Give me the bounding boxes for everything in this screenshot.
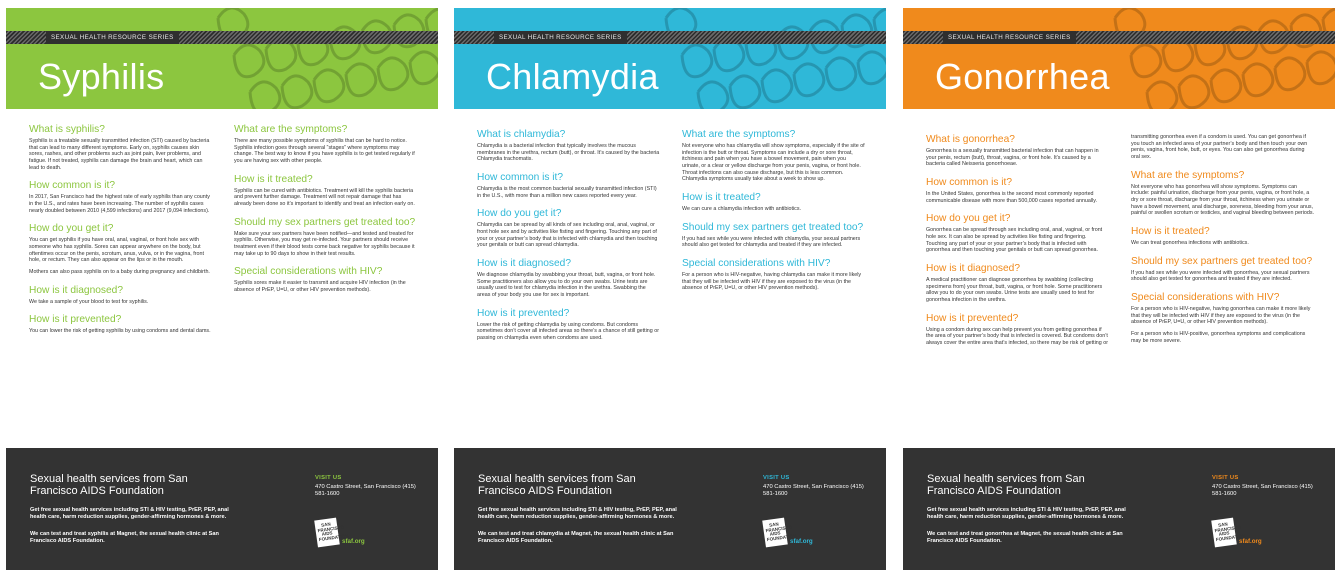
section-paragraph: Syphilis can be cured with antibiotics. Treatment will kill the syphilis bacteria and prevent further damage. Treatment will not repair damage that has already been done so it’s important to identify and treat an infection early on. (234, 187, 415, 207)
footer-services: Get free sexual health services including STI & HIV testing, PrEP, PEP, anal health care, harm reduction supplies, gender-affirming hormones & more. (927, 507, 1126, 520)
website-link[interactable]: sfaf.org (790, 538, 813, 545)
section-paragraph: Lower the risk of getting chlamydia by using condoms. But condoms sometimes don’t cover all infected areas so there’s a chance of still getting or passing on chlamydia even when condoms are used. (477, 321, 659, 341)
section-heading: Should my sex partners get treated too? (234, 216, 416, 228)
series-strip (903, 31, 1335, 44)
section-heading: How is it diagnosed? (926, 262, 1021, 274)
series-strip (454, 31, 886, 44)
series-label: SEXUAL HEALTH RESOURCE SERIES (46, 31, 179, 44)
column-right (1131, 134, 1314, 353)
content-body (477, 129, 870, 454)
section-heading: How is it treated? (682, 191, 761, 203)
section-heading: What are the symptoms? (234, 124, 348, 135)
section-paragraph: Gonorrhea is a sexually transmitted bacterial infection that can happen in your penis, rectum (butt), throat, vagina, or front hole. It’s caused by a bacteria called Neisseria gonorrhoeae. (926, 148, 1099, 168)
section-paragraph: Syphilis sores make it easier to transmit and acquire HIV infection (in the absence of PrEP, U=U, or other HIV prevention methods). (234, 280, 406, 293)
address: 470 Castro Street, San Francisco (415) 581-1600 (763, 484, 864, 497)
page-title: Chlamydia (486, 56, 659, 97)
sfaf-logo (314, 518, 349, 548)
section-paragraph: There are many possible symptoms of syphilis that can be hard to notice. Syphilis infection goes through several “stages” where symptoms may change. The best way to know if you have syphilis is to get tested regularly if you are having sex with other people. (234, 138, 415, 164)
section-paragraph: Mothers can also pass syphilis on to a baby during pregnancy and childbirth. (29, 268, 210, 275)
page-title: Gonorrhea (935, 56, 1110, 97)
column-left (477, 129, 660, 351)
website-link[interactable]: sfaf.org (1239, 538, 1262, 545)
series-label: SEXUAL HEALTH RESOURCE SERIES (943, 31, 1076, 44)
section-paragraph: Syphilis is a treatable sexually transmitted infection (STI) caused by bacteria that can lead to many different symptoms. Early on, syphilis causes skin sores, rashes, and other problems such as joint pain, liver problems, and fatigue. If not treated, syphilis can damage the brain and heart, which can lead to death. (29, 138, 210, 171)
section-paragraph: For a person who is HIV-negative, having gonorrhea can make it more likely that they will be infected with HIV if they are exposed to the virus (in the absence of PrEP, U=U, or other HIV prevention methods). (1131, 305, 1311, 326)
section-heading: How is it diagnosed? (477, 257, 572, 269)
section-paragraph: Chlamydia is the most common bacterial sexually transmitted infection (STI) in the U.S., with more than a million new cases reported every year. (477, 185, 657, 199)
logo-text: SAN FRANCISCO AIDS FOUNDATION (317, 521, 349, 542)
footer-services: Get free sexual health services including STI & HIV testing, PrEP, PEP, anal health care, harm reduction supplies, gender-affirming hormones & more. (478, 507, 677, 520)
section-paragraph: In the United States, gonorrhea is the second most commonly reported communicable disease with more than 500,000 cases reported annually. (926, 190, 1097, 204)
section-heading: How common is it? (926, 176, 1013, 188)
section-heading: Special considerations with HIV? (682, 257, 831, 269)
flyer-panel-syphilis (6, 8, 438, 570)
visit-us-label: VISIT US (315, 475, 342, 481)
footer-title: Sexual health services from San Francisco AIDS Foundation (478, 473, 636, 497)
section-heading: How common is it? (29, 180, 116, 192)
section-paragraph: Not everyone who has chlamydia will show symptoms, especially if the site of infection is the butt or throat. Symptoms can include a dry or sore throat, itchiness and pain when you have a bowel movement, pain when you urinate, or a clear or yellow discharge from your penis, vagina, or front hole. Throat infections can also cause discharge, but this is less common. Chlamydia symptoms usually take about a week to show up. (682, 143, 865, 183)
series-strip (6, 31, 438, 44)
footer-title: Sexual health services from San Francisco AIDS Foundation (927, 473, 1085, 497)
section-heading: Should my sex partners get treated too? (1131, 255, 1313, 267)
hero-texture-graphic (1095, 8, 1335, 109)
section-paragraph: We can cure a chlamydia infection with antibiotics. (682, 205, 802, 212)
section-heading: How is it treated? (234, 173, 313, 185)
footer-clinic-note: We can test and treat chlamydia at Magnet, the sexual health clinic at San Francisco AIDS Foundation. (478, 531, 674, 544)
section-heading: What is syphilis? (29, 124, 105, 135)
hero-banner (454, 8, 886, 109)
section-paragraph: In 2017, San Francisco had the highest rate of early syphilis than any county in the U.S., and rates have been increasing. The number of syphilis cases nearly doubled between 2010 (4,599 infections) and 2017 (9,094 infections). (29, 194, 210, 214)
section-heading: What are the symptoms? (1131, 169, 1245, 181)
section-paragraph: Make sure your sex partners have been notified—and tested and treated for syphilis. Otherwise, you may get re-infected. Your partners should receive treatment even if their blood tests come back negative for syphilis because it may take up to 90 days to show in their test results. (234, 230, 415, 257)
section-paragraph: Not everyone who has gonorrhea will show symptoms. Symptoms can include: painful urination, discharge from your penis, vagina, or front hole, a dry or sore throat, discharge from your throat, itchiness when you urinate or have a bowel movement, anal discharge, soreness, bleeding from your anus, painful or swollen scrotum or testicles, and vaginal bleeding between periods. (1131, 183, 1314, 217)
content-body (926, 134, 1319, 459)
section-heading: How is it prevented? (29, 314, 122, 326)
section-paragraph: We can treat gonorrhea infections with antibiotics. (1131, 239, 1249, 246)
flyer-panel-chlamydia (454, 8, 886, 570)
sfaf-logo (1211, 518, 1246, 548)
hero-banner (6, 8, 438, 109)
hero-texture-graphic (646, 8, 886, 109)
section-heading: How is it treated? (1131, 225, 1210, 237)
column-right (682, 129, 865, 301)
hero-texture-graphic (198, 8, 438, 109)
section-heading: How do you get it? (926, 213, 1011, 225)
flyer-panel-gonorrhea (903, 8, 1335, 570)
section-heading: How is it diagnosed? (29, 284, 124, 296)
visit-us-label: VISIT US (1212, 475, 1239, 481)
section-paragraph: You can get syphilis if you have oral, anal, vaginal, or front hole sex with someone who has syphilis. Sores can appear anywhere on the body, but oftentimes occur on the penis, scrotum, anus, vulva, or in the vagina, front hole, or rectum. They can also appear on the lips or in the mouth. (29, 237, 204, 264)
section-paragraph: If you had sex while you were infected with chlamydia, your sexual partners should also get tested for chlamydia and treated if they are infected. (682, 235, 861, 249)
series-label: SEXUAL HEALTH RESOURCE SERIES (494, 31, 627, 44)
section-heading: What is chlamydia? (477, 129, 566, 140)
section-heading: Special considerations with HIV? (1131, 291, 1280, 303)
section-heading: How common is it? (477, 171, 564, 183)
section-paragraph: We diagnose chlamydia by swabbing your throat, butt, vagina, or front hole. Some practitioners also allow you to do your own swabs. Urine tests are usually used to test for chlamydia infection in the urethra. Swabbing the areas of your body you use for sex is important. (477, 271, 656, 298)
footer-title: Sexual health services from San Francisco AIDS Foundation (30, 473, 188, 497)
section-paragraph: transmitting gonorrhea even if a condom is used. You can get gonorrhea if you touch an infected area of your partner’s body and then touch your own penis, vagina, front hole, butt, or eyes. You can also get gonorrhea during oral sex. (1131, 134, 1308, 160)
column-right (234, 124, 417, 303)
section-heading: How do you get it? (29, 223, 114, 235)
logo-text: SAN FRANCISCO AIDS FOUNDATION (1214, 521, 1246, 542)
page-title: Syphilis (38, 56, 165, 97)
footer (454, 448, 886, 570)
section-paragraph: Using a condom during sex can help prevent you from getting gonorrhea if the area of your partner’s body that is infected is covered. But condoms don’t always cover the entire area that’s infected, so there may be risk of getting or (926, 326, 1108, 346)
section-paragraph: You can lower the risk of getting syphilis by using condoms and dental dams. (29, 328, 211, 335)
section-heading: How is it prevented? (926, 312, 1019, 324)
footer-clinic-note: We can test and treat gonorrhea at Magnet, the sexual health clinic at San Francisco AIDS Foundation. (927, 531, 1123, 544)
website-link[interactable]: sfaf.org (342, 538, 365, 545)
footer-services: Get free sexual health services including STI & HIV testing, PrEP, PEP, anal health care, harm reduction supplies, gender-affirming hormones & more. (30, 507, 229, 520)
section-paragraph: We take a sample of your blood to test for syphilis. (29, 298, 149, 305)
address: 470 Castro Street, San Francisco (415) 581-1600 (1212, 484, 1313, 497)
section-paragraph: For a person who is HIV-negative, having chlamydia can make it more likely that they will be infected with HIV if they are exposed to the virus (in the absence of PrEP, U=U, or other HIV prevention methods). (682, 271, 862, 292)
section-heading: How is it prevented? (477, 307, 570, 319)
section-paragraph: Chlamydia can be spread by all kinds of sex including oral, anal, vaginal, or front hole sex and by activities like fisting and fingering. Touching any part of your or your partner’s body that is infected with chlamydia and then touching your genitals or butt can spread chlamydia. (477, 222, 658, 249)
section-heading: Should my sex partners get treated too? (682, 221, 864, 233)
logo-text: SAN FRANCISCO AIDS FOUNDATION (765, 521, 797, 542)
section-heading: How do you get it? (477, 208, 562, 220)
footer (903, 448, 1335, 570)
section-paragraph: Chlamydia is a bacterial infection that typically involves the mucous membranes in the urethra, rectum (butt), or throat. It’s caused by the bacteria Chlamydia trachomatis. (477, 143, 660, 163)
section-heading: What are the symptoms? (682, 129, 796, 140)
section-paragraph: For a person who is HIV-positive, gonorrhea symptoms and complications may be more severe. (1131, 330, 1306, 344)
visit-us-label: VISIT US (763, 475, 790, 481)
column-left (926, 134, 1109, 356)
sfaf-logo (762, 518, 797, 548)
footer-clinic-note: We can test and treat syphilis at Magnet, the sexual health clinic at San Francisco AIDS Foundation. (30, 531, 219, 544)
section-paragraph: A medical practitioner can diagnose gonorrhea by swabbing (collecting specimens from) your throat, butt, vagina, or front hole. Some practitioners allow you to do your own swabs. Urine tests are usually used to test for gonorrhea infection in the urethra. (926, 276, 1103, 303)
section-heading: What is gonorrhea? (926, 134, 1015, 145)
address: 470 Castro Street, San Francisco (415) 581-1600 (315, 484, 416, 497)
section-heading: Special considerations with HIV? (234, 266, 383, 278)
footer (6, 448, 438, 570)
column-left (29, 124, 212, 344)
section-paragraph: If you had sex while you were infected with gonorrhea, your sexual partners should also get tested for gonorrhea and treated if they are infected. (1131, 269, 1310, 283)
hero-banner (903, 8, 1335, 109)
content-body (29, 124, 422, 449)
section-paragraph: Gonorrhea can be spread through sex including oral, anal, vaginal, or front hole sex. It can also be spread by activities like fisting and fingering. Touching any part of your or your partner’s body that is infected with gonorrhea and then touching your genitals or butt can spread gonorrhea. (926, 227, 1103, 254)
